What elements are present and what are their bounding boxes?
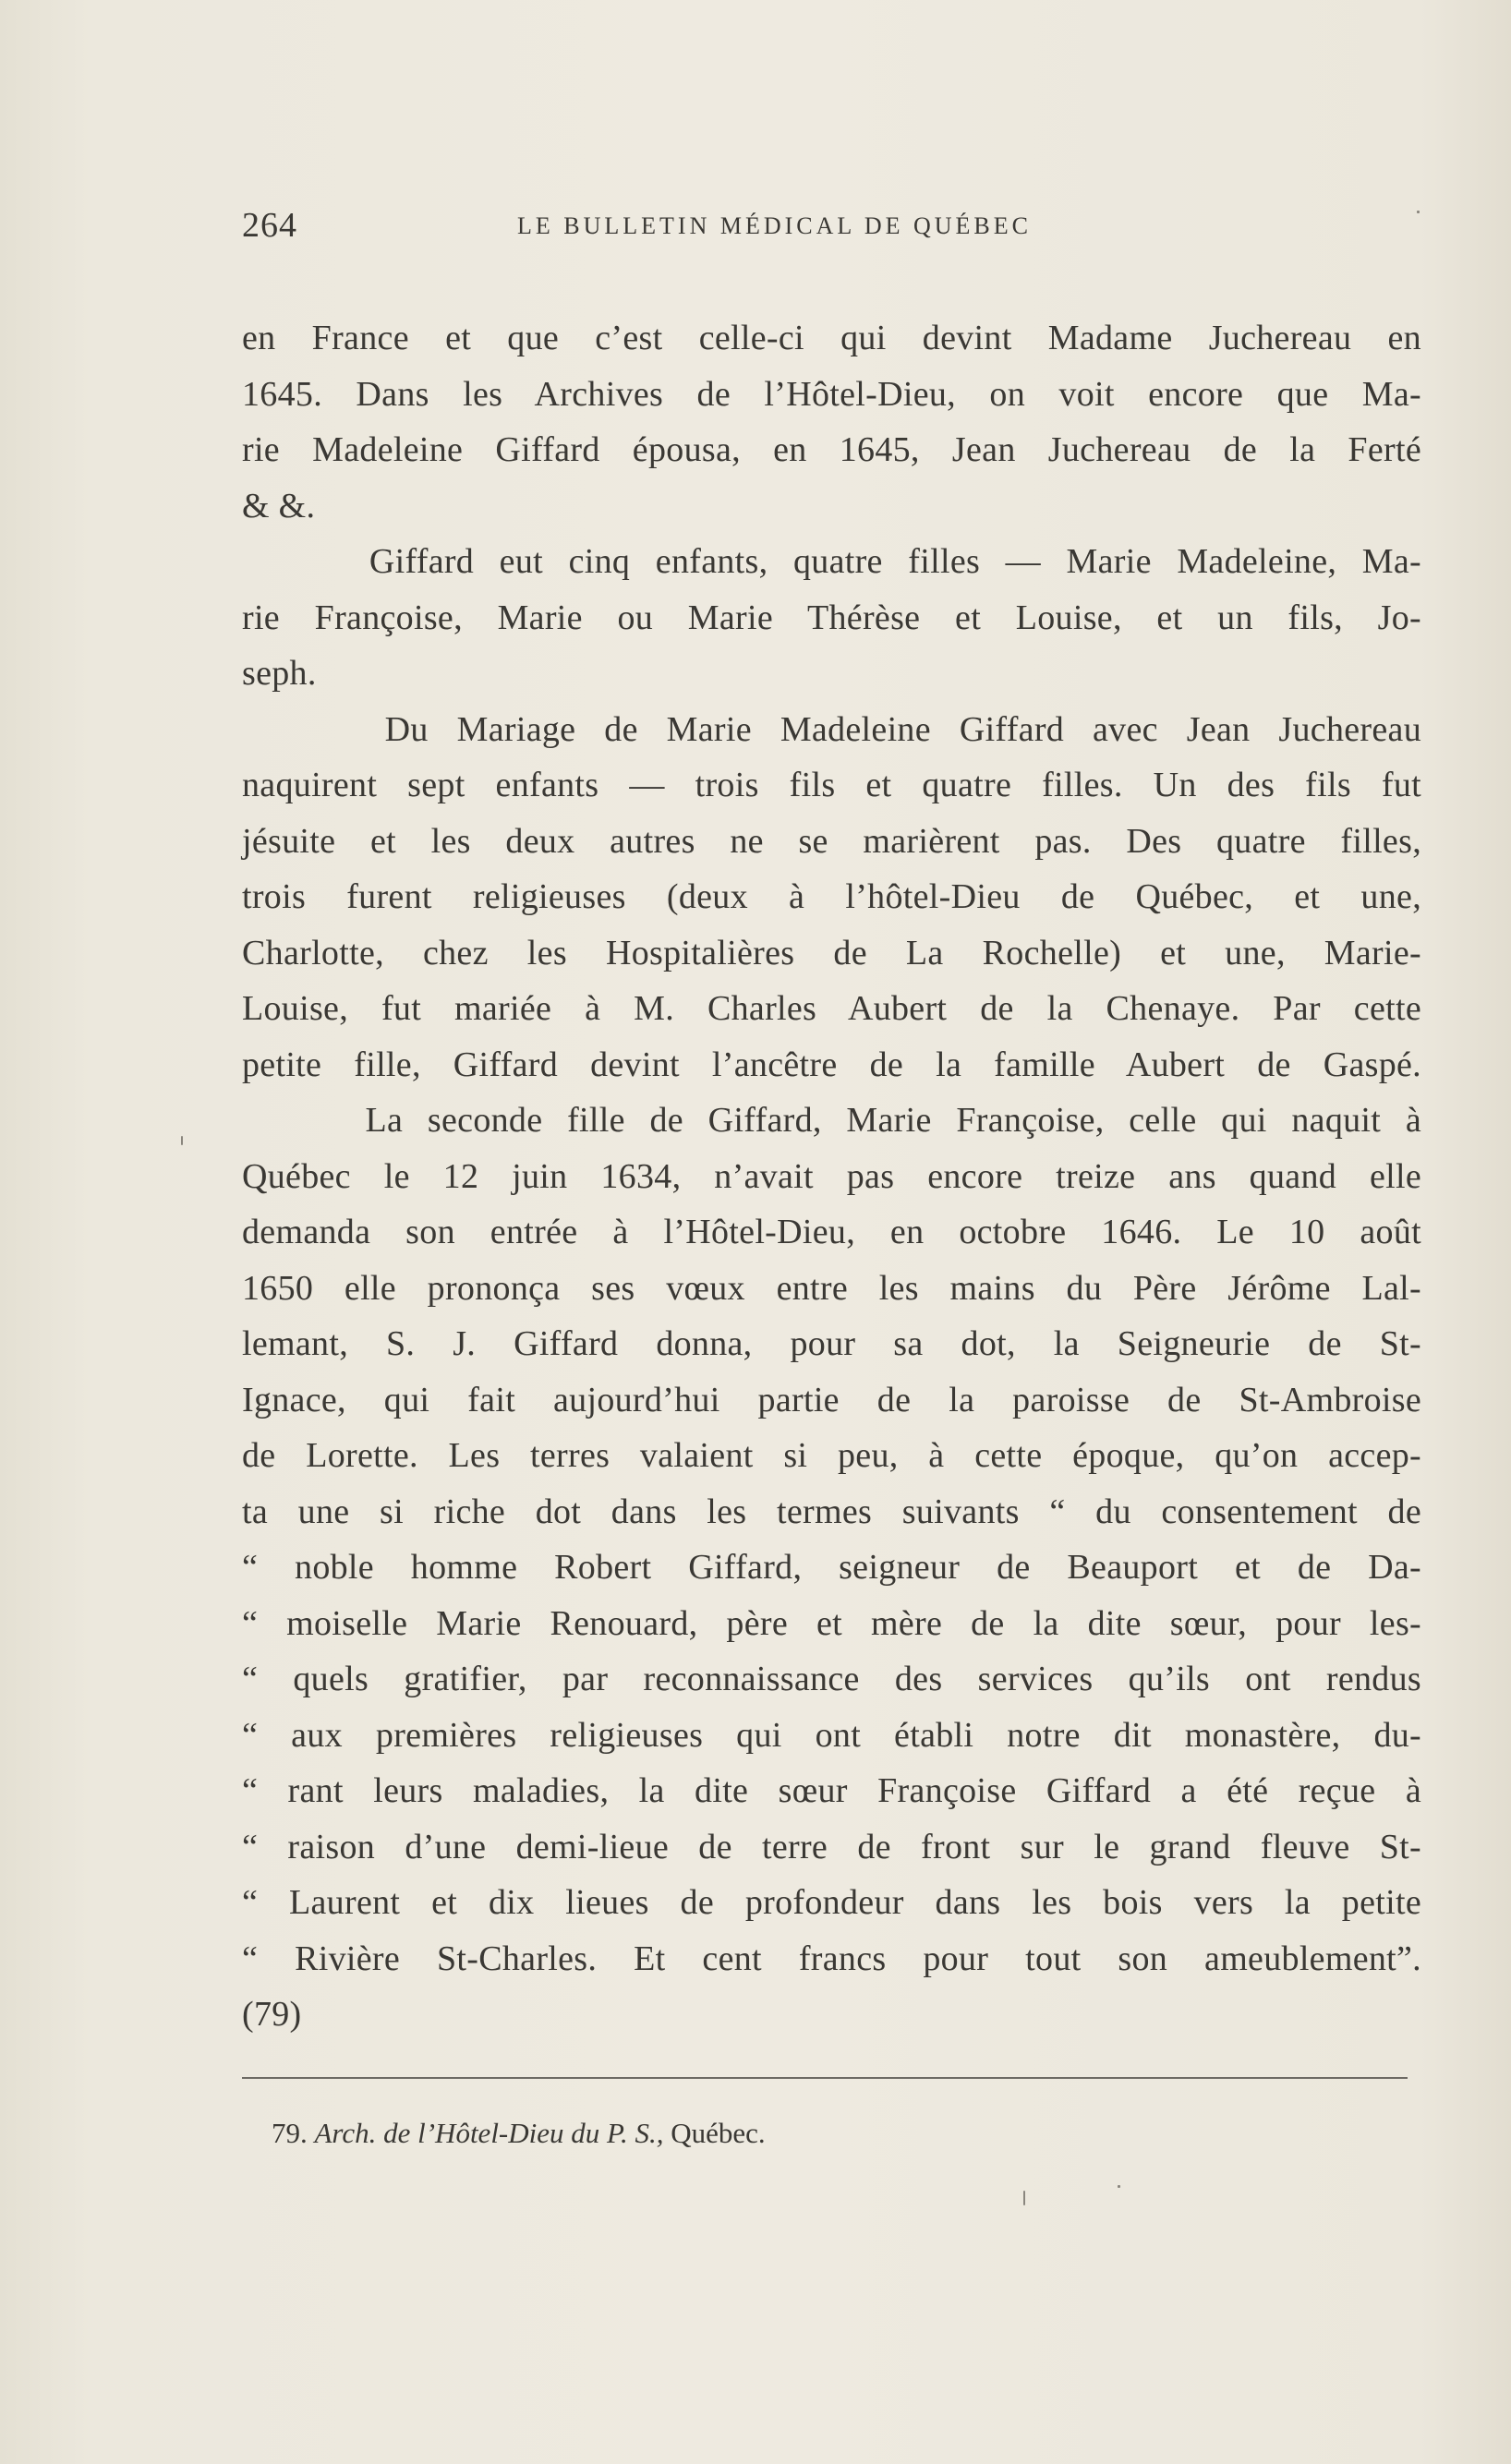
text-line: Charlotte, chez les Hospitalières de La Rochelle) et une, Marie-	[242, 933, 1421, 972]
footnote-divider	[242, 2077, 1408, 2079]
text-line: rie Françoise, Marie ou Marie Thérèse et Louise, et un fils, Jo-	[242, 598, 1421, 637]
text-line: demanda son entrée à l’Hôtel-Dieu, en octobre 1646. Le 10 août	[242, 1213, 1421, 1251]
text-line: “ Laurent et dix lieues de profondeur dans les bois vers la petite	[242, 1883, 1421, 1922]
footnote-citation: Arch. de l’Hôtel-Dieu du P. S.,	[314, 2117, 664, 2149]
text-line: “ quels gratifier, par reconnaissance des services qu’ils ont rendus	[242, 1660, 1421, 1698]
paper-speck	[1023, 2191, 1025, 2205]
paper-speck	[1118, 2185, 1120, 2188]
page-number: 264	[242, 206, 297, 245]
footnote	[272, 2117, 766, 2150]
body-text	[242, 310, 1421, 2043]
text-line: 1645. Dans les Archives de l’Hôtel-Dieu, on voit encore que Ma-	[242, 374, 1421, 414]
text-line: Du Mariage de Marie Madeleine Giffard avec Jean Juchereau	[242, 709, 1421, 749]
text-line: seph.	[242, 654, 317, 693]
text-line: Louise, fut mariée à M. Charles Aubert de la Chenaye. Par cette	[242, 989, 1421, 1028]
text-line: Ignace, qui fait aujourd’hui partie de la paroisse de St-Ambroise	[242, 1380, 1421, 1419]
text-line: Québec le 12 juin 1634, n’avait pas encore treize ans quand elle	[242, 1156, 1421, 1196]
text-line: “ rant leurs maladies, la dite sœur Françoise Giffard a été reçue à	[242, 1771, 1421, 1810]
text-line: 1650 elle prononça ses vœux entre les mains du Père Jérôme Lal-	[242, 1268, 1421, 1308]
text-line: ta une si riche dot dans les termes suivants “ du consentement de	[242, 1492, 1421, 1531]
text-line: rie Madeleine Giffard épousa, en 1645, Jean Juchereau de la Ferté	[242, 430, 1421, 469]
text-line: “ raison d’une demi-lieue de terre de front sur le grand fleuve St-	[242, 1827, 1421, 1866]
text-line: petite fille, Giffard devint l’ancêtre de la famille Aubert de Gaspé.	[242, 1045, 1421, 1084]
footnote-number: 79.	[272, 2117, 308, 2149]
text-line: Giffard eut cinq enfants, quatre filles — Marie Madeleine, Ma-	[242, 542, 1421, 581]
text-line: trois furent religieuses (deux à l’hôtel-Dieu de Québec, et une,	[242, 877, 1421, 916]
text-line: “ Rivière St-Charles. Et cent francs pour tout son ameublement”.	[242, 1939, 1421, 1978]
text-line: & &.	[242, 486, 316, 525]
footnote-place: Québec.	[671, 2117, 766, 2149]
journal-title: LE BULLETIN MÉDICAL DE QUÉBEC	[517, 212, 1032, 239]
text-line: “ noble homme Robert Giffard, seigneur de Beauport et de Da-	[242, 1548, 1421, 1587]
text-line: de Lorette. Les terres valaient si peu, à cette époque, qu’on accep-	[242, 1436, 1421, 1475]
text-line: La seconde fille de Giffard, Marie Françoise, celle qui naquit à	[242, 1101, 1421, 1140]
text-line: naquirent sept enfants — trois fils et quatre filles. Un des fils fut	[242, 766, 1421, 804]
text-line: “ aux premières religieuses qui ont établi notre dit monastère, du-	[242, 1715, 1421, 1755]
running-head	[242, 205, 1166, 251]
text-line: “ moiselle Marie Renouard, père et mère de la dite sœur, pour les-	[242, 1603, 1421, 1643]
text-line: en France et que c’est celle-ci qui devint Madame Juchereau en	[242, 319, 1421, 357]
text-line: jésuite et les deux autres ne se marièrent pas. Des quatre filles,	[242, 821, 1421, 861]
text-line: lemant, S. J. Giffard donna, pour sa dot, la Seigneurie de St-	[242, 1324, 1421, 1363]
paper-speck	[1417, 211, 1420, 213]
text-line: (79)	[242, 1995, 302, 2034]
paper-speck	[181, 1136, 183, 1145]
